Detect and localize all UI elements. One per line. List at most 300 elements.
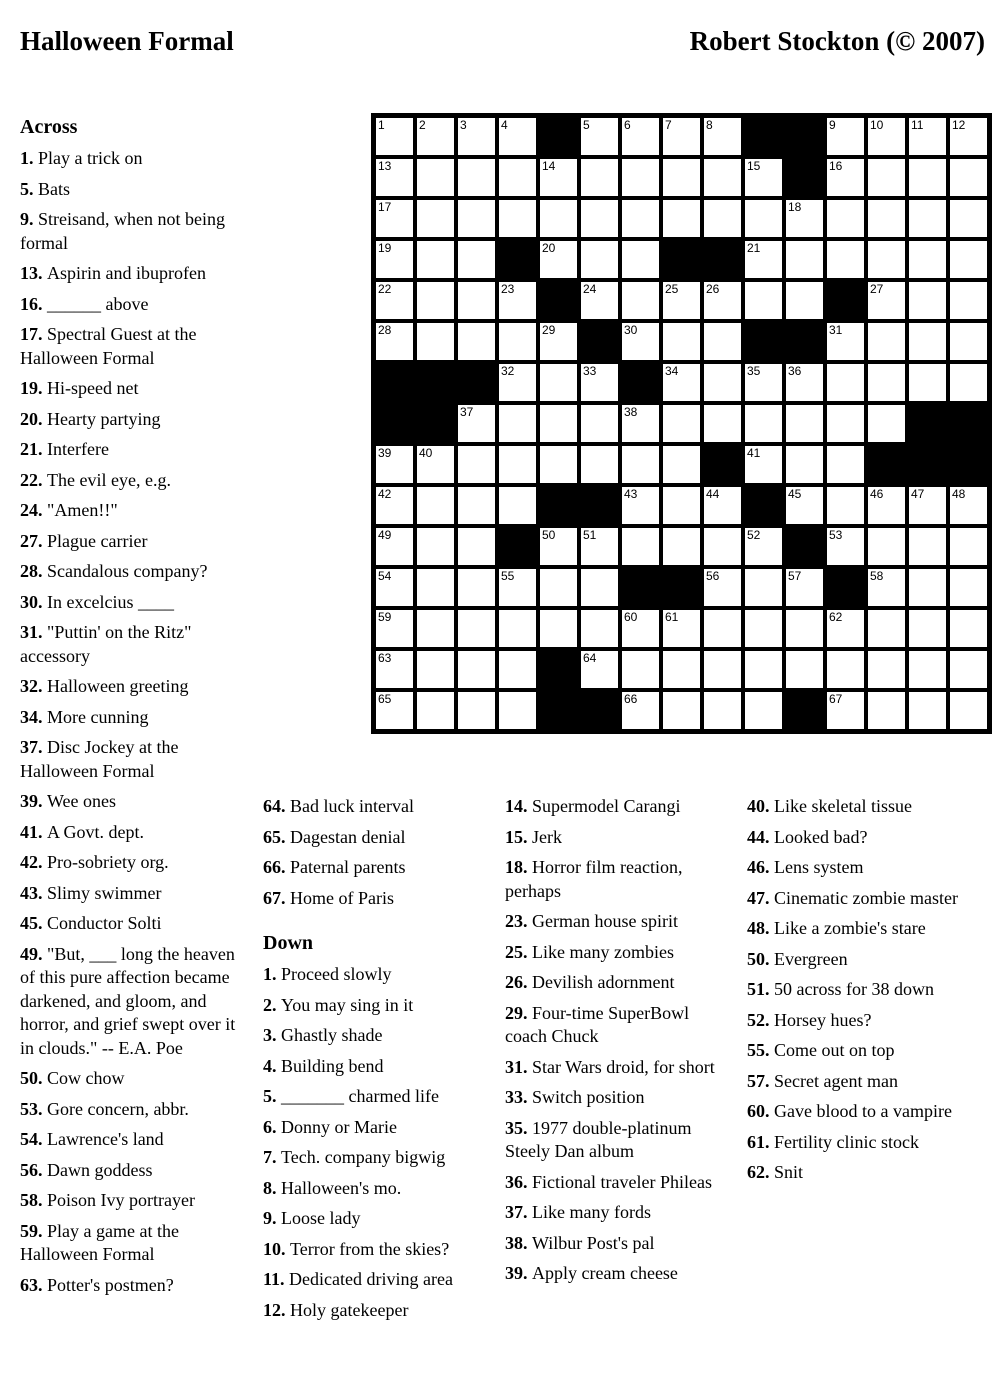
clue-number: 21. — [20, 439, 47, 459]
clue-number: 31. — [505, 1056, 532, 1077]
grid-cell-10-3[interactable] — [458, 487, 495, 524]
grid-cell-7-15[interactable] — [950, 364, 987, 401]
grid-cell-12-14[interactable] — [909, 569, 946, 606]
clue-across-67 — [263, 887, 489, 911]
grid-cell-5-10[interactable] — [745, 282, 782, 319]
grid-cell-8-9[interactable] — [704, 405, 741, 442]
clue-number: 39. — [505, 1263, 532, 1283]
black-cell-4-8 — [663, 241, 700, 278]
grid-cell-13-14[interactable] — [909, 610, 946, 647]
clue-number: 57. — [747, 1070, 774, 1091]
clue-number: 9. — [20, 209, 38, 229]
clue-number: 41. — [20, 821, 47, 842]
grid-cell-15-12[interactable] — [827, 692, 864, 729]
grid-cell-6-3[interactable] — [458, 323, 495, 360]
cell-number-2: 2 — [419, 118, 426, 132]
page-title: Halloween Formal — [20, 26, 234, 56]
grid-cell-2-13[interactable] — [868, 159, 905, 196]
grid-cell-1-7[interactable] — [622, 118, 659, 155]
grid-cell-13-3[interactable] — [458, 610, 495, 647]
cell-number-12: 12 — [952, 118, 966, 132]
grid-cell-7-8[interactable] — [663, 364, 700, 401]
clue-number: 58. — [20, 1190, 47, 1210]
black-cell-5-5 — [540, 282, 577, 319]
grid-cell-2-14[interactable] — [909, 159, 946, 196]
clue-text: Wee ones — [47, 791, 117, 811]
grid-cell-9-6[interactable] — [581, 446, 618, 483]
grid-cell-5-6[interactable] — [581, 282, 618, 319]
grid-cell-6-15[interactable] — [950, 323, 987, 360]
grid-cell-4-12[interactable] — [827, 241, 864, 278]
grid-cell-8-12[interactable] — [827, 405, 864, 442]
grid-cell-7-6[interactable] — [581, 364, 618, 401]
grid-cell-5-13[interactable] — [868, 282, 905, 319]
clue-down-46 — [747, 856, 967, 880]
clue-across-56 — [20, 1159, 236, 1183]
grid-cell-3-11[interactable] — [786, 200, 823, 237]
grid-cell-2-9[interactable] — [704, 159, 741, 196]
clues-column-2 — [263, 795, 489, 1329]
clue-across-63 — [20, 1274, 236, 1298]
clue-number: 5. — [20, 178, 38, 199]
grid-cell-1-15[interactable] — [950, 118, 987, 155]
clue-down-35 — [505, 1117, 733, 1164]
grid-cell-6-12[interactable] — [827, 323, 864, 360]
cell-number-63: 63 — [378, 651, 392, 665]
black-cell-6-11 — [786, 323, 823, 360]
clue-number: 38. — [505, 1232, 532, 1253]
grid-cell-2-7[interactable] — [622, 159, 659, 196]
clue-number: 54. — [20, 1129, 47, 1149]
black-cell-1-5 — [540, 118, 577, 155]
cell-number-15: 15 — [747, 159, 761, 173]
grid-cell-13-12[interactable] — [827, 610, 864, 647]
clue-number: 18. — [505, 857, 532, 877]
grid-cell-13-8[interactable] — [663, 610, 700, 647]
grid-cell-11-10[interactable] — [745, 528, 782, 565]
grid-cell-4-3[interactable] — [458, 241, 495, 278]
cell-number-27: 27 — [870, 282, 884, 296]
black-cell-10-6 — [581, 487, 618, 524]
cell-number-5: 5 — [583, 118, 590, 132]
black-cell-9-9 — [704, 446, 741, 483]
clue-across-59 — [20, 1220, 236, 1267]
grid-cell-13-10[interactable] — [745, 610, 782, 647]
clue-number: 29. — [505, 1002, 532, 1023]
grid-cell-4-6[interactable] — [581, 241, 618, 278]
grid-cell-7-11[interactable] — [786, 364, 823, 401]
grid-cell-6-5[interactable] — [540, 323, 577, 360]
grid-cell-6-2[interactable] — [417, 323, 454, 360]
grid-cell-3-15[interactable] — [950, 200, 987, 237]
grid-cell-3-3[interactable] — [458, 200, 495, 237]
grid-cell-6-7[interactable] — [622, 323, 659, 360]
grid-cell-10-15[interactable] — [950, 487, 987, 524]
grid-cell-10-12[interactable] — [827, 487, 864, 524]
grid-cell-14-3[interactable] — [458, 651, 495, 688]
grid-cell-5-7[interactable] — [622, 282, 659, 319]
black-cell-9-15 — [950, 446, 987, 483]
grid-cell-11-15[interactable] — [950, 528, 987, 565]
clue-text: Apply cream cheese — [532, 1263, 678, 1283]
grid-cell-4-13[interactable] — [868, 241, 905, 278]
grid-cell-2-10[interactable] — [745, 159, 782, 196]
grid-cell-13-4[interactable] — [499, 610, 536, 647]
clue-number: 39. — [20, 791, 47, 811]
clue-text: _______ charmed life — [281, 1086, 439, 1106]
cell-number-46: 46 — [870, 487, 884, 501]
grid-cell-10-14[interactable] — [909, 487, 946, 524]
grid-cell-6-8[interactable] — [663, 323, 700, 360]
grid-cell-10-2[interactable] — [417, 487, 454, 524]
clue-number: 59. — [20, 1220, 47, 1241]
grid-cell-4-10[interactable] — [745, 241, 782, 278]
grid-cell-14-7[interactable] — [622, 651, 659, 688]
black-cell-15-5 — [540, 692, 577, 729]
grid-cell-15-4[interactable] — [499, 692, 536, 729]
clue-across-66 — [263, 856, 489, 880]
clue-text: Home of Paris — [290, 887, 394, 908]
grid-cell-5-15[interactable] — [950, 282, 987, 319]
clue-across-27 — [20, 530, 236, 554]
grid-cell-1-1[interactable] — [376, 118, 413, 155]
grid-cell-14-1[interactable] — [376, 651, 413, 688]
grid-cell-6-9[interactable] — [704, 323, 741, 360]
grid-cell-12-13[interactable] — [868, 569, 905, 606]
down-heading: Down — [263, 932, 314, 954]
grid-cell-13-15[interactable] — [950, 610, 987, 647]
grid-cell-1-14[interactable] — [909, 118, 946, 155]
grid-cell-11-6[interactable] — [581, 528, 618, 565]
grid-cell-9-3[interactable] — [458, 446, 495, 483]
grid-cell-10-7[interactable] — [622, 487, 659, 524]
grid-cell-2-2[interactable] — [417, 159, 454, 196]
grid-cell-1-8[interactable] — [663, 118, 700, 155]
grid-cell-4-5[interactable] — [540, 241, 577, 278]
grid-cell-12-2[interactable] — [417, 569, 454, 606]
grid-cell-15-2[interactable] — [417, 692, 454, 729]
grid-cell-7-4[interactable] — [499, 364, 536, 401]
grid-cell-2-15[interactable] — [950, 159, 987, 196]
grid-cell-15-13[interactable] — [868, 692, 905, 729]
grid-cell-10-1[interactable] — [376, 487, 413, 524]
grid-cell-13-1[interactable] — [376, 610, 413, 647]
clue-number: 52. — [747, 1009, 774, 1030]
grid-cell-9-11[interactable] — [786, 446, 823, 483]
clue-across-49 — [20, 943, 236, 1061]
grid-cell-1-12[interactable] — [827, 118, 864, 155]
clue-down-2 — [263, 994, 489, 1018]
grid-cell-3-6[interactable] — [581, 200, 618, 237]
grid-cell-1-6[interactable] — [581, 118, 618, 155]
grid-cell-9-12[interactable] — [827, 446, 864, 483]
grid-cell-10-13[interactable] — [868, 487, 905, 524]
clue-text: Star Wars droid, for short — [532, 1056, 715, 1077]
clue-number: 11. — [263, 1269, 290, 1289]
clue-text: Dagestan denial — [290, 826, 406, 847]
grid-cell-14-11[interactable] — [786, 651, 823, 688]
grid-cell-8-5[interactable] — [540, 405, 577, 442]
grid-cell-14-15[interactable] — [950, 651, 987, 688]
grid-cell-8-4[interactable] — [499, 405, 536, 442]
grid-cell-13-13[interactable] — [868, 610, 905, 647]
grid-cell-11-13[interactable] — [868, 528, 905, 565]
clue-across-50 — [20, 1067, 236, 1091]
grid-cell-9-7[interactable] — [622, 446, 659, 483]
clue-across-39 — [20, 790, 236, 814]
grid-cell-6-4[interactable] — [499, 323, 536, 360]
grid-cell-13-6[interactable] — [581, 610, 618, 647]
grid-cell-14-4[interactable] — [499, 651, 536, 688]
grid-cell-12-5[interactable] — [540, 569, 577, 606]
clue-across-54 — [20, 1128, 236, 1152]
grid-cell-11-3[interactable] — [458, 528, 495, 565]
clue-text: Come out on top — [774, 1040, 895, 1060]
clue-across-65 — [263, 826, 489, 850]
grid-cell-11-12[interactable] — [827, 528, 864, 565]
grid-cell-15-7[interactable] — [622, 692, 659, 729]
grid-cell-4-1[interactable] — [376, 241, 413, 278]
clue-down-39 — [505, 1262, 733, 1286]
clue-number: 2. — [263, 994, 281, 1015]
grid-cell-15-3[interactable] — [458, 692, 495, 729]
black-cell-7-1 — [376, 364, 413, 401]
cell-number-19: 19 — [378, 241, 392, 255]
grid-cell-3-14[interactable] — [909, 200, 946, 237]
grid-cell-8-8[interactable] — [663, 405, 700, 442]
clue-down-36 — [505, 1171, 733, 1195]
grid-cell-5-3[interactable] — [458, 282, 495, 319]
grid-cell-2-1[interactable] — [376, 159, 413, 196]
grid-cell-3-4[interactable] — [499, 200, 536, 237]
cell-number-58: 58 — [870, 569, 884, 583]
cell-number-48: 48 — [952, 487, 966, 501]
grid-cell-9-1[interactable] — [376, 446, 413, 483]
clue-text: Paternal parents — [290, 857, 406, 877]
grid-cell-7-5[interactable] — [540, 364, 577, 401]
clue-number: 42. — [20, 852, 47, 872]
grid-cell-7-9[interactable] — [704, 364, 741, 401]
grid-cell-12-9[interactable] — [704, 569, 741, 606]
cell-number-43: 43 — [624, 487, 638, 501]
grid-cell-3-13[interactable] — [868, 200, 905, 237]
clue-number: 46. — [747, 857, 774, 877]
clue-text: Aspirin and ibuprofen — [47, 263, 206, 283]
black-cell-8-15 — [950, 405, 987, 442]
cell-number-29: 29 — [542, 323, 556, 337]
grid-cell-8-11[interactable] — [786, 405, 823, 442]
grid-cell-8-3[interactable] — [458, 405, 495, 442]
grid-cell-13-9[interactable] — [704, 610, 741, 647]
grid-cell-8-10[interactable] — [745, 405, 782, 442]
grid-cell-12-6[interactable] — [581, 569, 618, 606]
grid-cell-11-2[interactable] — [417, 528, 454, 565]
grid-cell-5-14[interactable] — [909, 282, 946, 319]
clues-column-3 — [505, 795, 733, 1293]
grid-cell-3-8[interactable] — [663, 200, 700, 237]
grid-cell-15-9[interactable] — [704, 692, 741, 729]
grid-cell-7-10[interactable] — [745, 364, 782, 401]
grid-cell-8-13[interactable] — [868, 405, 905, 442]
cell-number-49: 49 — [378, 528, 392, 542]
grid-cell-1-13[interactable] — [868, 118, 905, 155]
grid-cell-15-10[interactable] — [745, 692, 782, 729]
black-cell-10-5 — [540, 487, 577, 524]
grid-cell-14-9[interactable] — [704, 651, 741, 688]
grid-cell-9-10[interactable] — [745, 446, 782, 483]
grid-cell-4-11[interactable] — [786, 241, 823, 278]
grid-cell-12-11[interactable] — [786, 569, 823, 606]
grid-cell-11-5[interactable] — [540, 528, 577, 565]
grid-cell-12-4[interactable] — [499, 569, 536, 606]
clue-down-60 — [747, 1100, 967, 1124]
grid-cell-14-6[interactable] — [581, 651, 618, 688]
author-credit: Robert Stockton (© 2007) — [689, 26, 985, 56]
grid-cell-5-11[interactable] — [786, 282, 823, 319]
grid-cell-2-6[interactable] — [581, 159, 618, 196]
grid-cell-2-5[interactable] — [540, 159, 577, 196]
grid-cell-5-4[interactable] — [499, 282, 536, 319]
black-cell-14-5 — [540, 651, 577, 688]
grid-cell-9-8[interactable] — [663, 446, 700, 483]
clue-down-52 — [747, 1009, 967, 1033]
grid-cell-9-5[interactable] — [540, 446, 577, 483]
grid-cell-15-8[interactable] — [663, 692, 700, 729]
grid-cell-7-12[interactable] — [827, 364, 864, 401]
clue-number: 23. — [505, 911, 532, 931]
grid-cell-3-1[interactable] — [376, 200, 413, 237]
cell-number-36: 36 — [788, 364, 802, 378]
clue-across-42 — [20, 851, 236, 875]
grid-cell-15-1[interactable] — [376, 692, 413, 729]
clue-text: Cinematic zombie master — [774, 887, 958, 908]
cell-number-25: 25 — [665, 282, 679, 296]
grid-cell-3-2[interactable] — [417, 200, 454, 237]
grid-cell-8-7[interactable] — [622, 405, 659, 442]
clue-down-33 — [505, 1086, 733, 1110]
cell-number-37: 37 — [460, 405, 474, 419]
cell-number-3: 3 — [460, 118, 467, 132]
grid-cell-14-14[interactable] — [909, 651, 946, 688]
grid-cell-11-14[interactable] — [909, 528, 946, 565]
grid-cell-13-2[interactable] — [417, 610, 454, 647]
clue-number: 65. — [263, 826, 290, 847]
clue-text: Tech. company bigwig — [281, 1147, 446, 1167]
down-clues-list — [263, 963, 489, 1322]
grid-cell-14-13[interactable] — [868, 651, 905, 688]
grid-cell-6-1[interactable] — [376, 323, 413, 360]
grid-cell-2-4[interactable] — [499, 159, 536, 196]
grid-cell-6-13[interactable] — [868, 323, 905, 360]
cell-number-66: 66 — [624, 692, 638, 706]
clue-text: Horsey hues? — [774, 1009, 872, 1030]
grid-cell-12-1[interactable] — [376, 569, 413, 606]
clue-number: 31. — [20, 622, 47, 642]
clue-number: 32. — [20, 676, 47, 696]
clue-down-7 — [263, 1146, 489, 1170]
grid-cell-1-2[interactable] — [417, 118, 454, 155]
clue-number: 62. — [747, 1162, 774, 1182]
grid-cell-3-7[interactable] — [622, 200, 659, 237]
grid-cell-2-3[interactable] — [458, 159, 495, 196]
grid-cell-4-7[interactable] — [622, 241, 659, 278]
clue-number: 24. — [20, 500, 47, 520]
grid-cell-12-3[interactable] — [458, 569, 495, 606]
grid-cell-14-8[interactable] — [663, 651, 700, 688]
grid-cell-7-14[interactable] — [909, 364, 946, 401]
cell-number-18: 18 — [788, 200, 802, 214]
grid-cell-5-2[interactable] — [417, 282, 454, 319]
grid-cell-10-11[interactable] — [786, 487, 823, 524]
cell-number-53: 53 — [829, 528, 843, 542]
clue-number: 5. — [263, 1086, 281, 1106]
grid-cell-13-11[interactable] — [786, 610, 823, 647]
clue-number: 37. — [20, 737, 47, 757]
grid-cell-11-8[interactable] — [663, 528, 700, 565]
grid-cell-1-9[interactable] — [704, 118, 741, 155]
grid-cell-11-7[interactable] — [622, 528, 659, 565]
clue-across-34 — [20, 706, 236, 730]
grid-cell-11-9[interactable] — [704, 528, 741, 565]
grid-cell-5-8[interactable] — [663, 282, 700, 319]
grid-cell-10-8[interactable] — [663, 487, 700, 524]
grid-cell-5-1[interactable] — [376, 282, 413, 319]
grid-cell-14-2[interactable] — [417, 651, 454, 688]
grid-cell-13-5[interactable] — [540, 610, 577, 647]
grid-cell-3-10[interactable] — [745, 200, 782, 237]
grid-cell-6-14[interactable] — [909, 323, 946, 360]
grid-cell-15-14[interactable] — [909, 692, 946, 729]
grid-cell-4-15[interactable] — [950, 241, 987, 278]
grid-cell-5-9[interactable] — [704, 282, 741, 319]
grid-cell-12-10[interactable] — [745, 569, 782, 606]
grid-cell-1-4[interactable] — [499, 118, 536, 155]
grid-cell-3-9[interactable] — [704, 200, 741, 237]
grid-cell-3-5[interactable] — [540, 200, 577, 237]
grid-cell-3-12[interactable] — [827, 200, 864, 237]
grid-cell-4-2[interactable] — [417, 241, 454, 278]
clue-number: 7. — [263, 1147, 281, 1167]
grid-cell-2-8[interactable] — [663, 159, 700, 196]
grid-cell-8-6[interactable] — [581, 405, 618, 442]
clue-across-24 — [20, 499, 236, 523]
grid-cell-14-12[interactable] — [827, 651, 864, 688]
grid-cell-14-10[interactable] — [745, 651, 782, 688]
cell-number-47: 47 — [911, 487, 925, 501]
grid-cell-12-15[interactable] — [950, 569, 987, 606]
cell-number-52: 52 — [747, 528, 761, 542]
grid-cell-7-13[interactable] — [868, 364, 905, 401]
clue-across-5 — [20, 178, 236, 202]
cell-number-6: 6 — [624, 118, 631, 132]
grid-cell-4-14[interactable] — [909, 241, 946, 278]
grid-cell-2-12[interactable] — [827, 159, 864, 196]
grid-cell-1-3[interactable] — [458, 118, 495, 155]
clue-across-45 — [20, 912, 236, 936]
clue-number: 40. — [747, 796, 774, 816]
grid-cell-9-4[interactable] — [499, 446, 536, 483]
grid-cell-15-15[interactable] — [950, 692, 987, 729]
grid-cell-9-2[interactable] — [417, 446, 454, 483]
grid-cell-10-4[interactable] — [499, 487, 536, 524]
grid-cell-13-7[interactable] — [622, 610, 659, 647]
clue-number: 30. — [20, 591, 47, 612]
clue-text: Scandalous company? — [47, 561, 208, 581]
clue-text: Horror film reaction, perhaps — [505, 857, 683, 901]
grid-cell-10-9[interactable] — [704, 487, 741, 524]
grid-cell-11-1[interactable] — [376, 528, 413, 565]
clue-down-29 — [505, 1002, 733, 1049]
